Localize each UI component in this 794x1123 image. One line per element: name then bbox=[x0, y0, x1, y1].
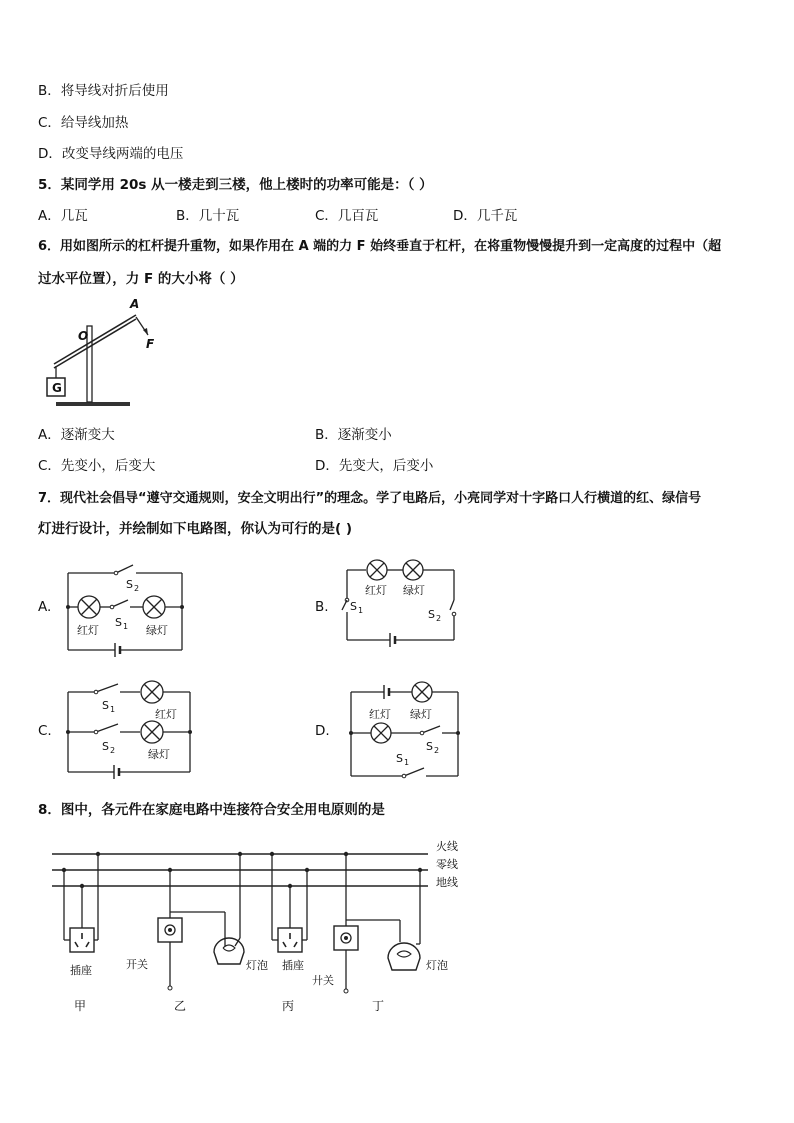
q6-option-c: C．先变小，后变大 bbox=[38, 458, 156, 474]
svg-text:红灯: 红灯 bbox=[365, 584, 387, 597]
svg-text:S: S bbox=[350, 600, 357, 613]
circuit-d-label: D. bbox=[315, 723, 330, 739]
neutral-label: 零线 bbox=[436, 858, 458, 871]
switch-label-yi: 开关 bbox=[126, 958, 148, 971]
bulb-label-yi: 灯泡 bbox=[246, 959, 268, 972]
group-label-jia: 甲 bbox=[74, 999, 87, 1013]
q7-stem-line2: 灯进行设计，并绘制如下电路图，你认为可行的是( ) bbox=[38, 521, 353, 537]
label-a: A bbox=[130, 297, 140, 311]
svg-text:S: S bbox=[115, 616, 122, 629]
svg-text:S: S bbox=[102, 699, 109, 712]
svg-text:S: S bbox=[102, 740, 109, 753]
svg-text:1: 1 bbox=[123, 622, 129, 631]
svg-text:绿灯: 绿灯 bbox=[148, 748, 170, 761]
svg-text:S: S bbox=[396, 752, 403, 765]
svg-text:2: 2 bbox=[434, 746, 440, 755]
lever-bar-bottom bbox=[54, 319, 136, 368]
q7-stem-line1: 7．现代社会倡导“遵守交通规则，安全文明出行”的理念。学了电路后，小亮同学对十字路口人行横道的红、绿信号 bbox=[38, 491, 702, 506]
svg-text:2: 2 bbox=[110, 746, 116, 755]
svg-text:2: 2 bbox=[134, 584, 140, 593]
svg-text:1: 1 bbox=[358, 606, 364, 615]
circuit-a-label: A. bbox=[38, 599, 52, 615]
svg-text:红灯: 红灯 bbox=[369, 708, 391, 721]
svg-text:绿灯: 绿灯 bbox=[403, 584, 425, 597]
circuit-c-label: C. bbox=[38, 723, 52, 739]
q6-option-d: D．先变大，后变小 bbox=[315, 458, 434, 474]
circuit-b-label: B. bbox=[315, 599, 329, 615]
q5-option-d: D．几千瓦 bbox=[453, 208, 518, 224]
q5-stem: 5．某同学用 20s 从一楼走到三楼，他上楼时的功率可能是：（ ） bbox=[38, 177, 433, 193]
q6-option-b: B．逐渐变小 bbox=[315, 427, 392, 443]
svg-text:绿灯: 绿灯 bbox=[146, 624, 168, 637]
q8-stem: 8．图中，各元件在家庭电路中连接符合安全用电原则的是 bbox=[38, 802, 385, 818]
q5-option-c: C．几百瓦 bbox=[315, 208, 379, 224]
circuit-d bbox=[344, 680, 469, 780]
q6-option-a: A．逐渐变大 bbox=[38, 427, 115, 443]
q6-stem-line2: 过水平位置），力 F 的大小将（ ） bbox=[38, 271, 244, 287]
svg-text:1: 1 bbox=[404, 758, 410, 767]
socket-label-jia: 插座 bbox=[70, 964, 92, 977]
svg-text:2: 2 bbox=[436, 614, 442, 623]
lever-figure bbox=[40, 292, 190, 414]
svg-text:红灯: 红灯 bbox=[155, 708, 177, 721]
ground-base bbox=[56, 402, 130, 406]
group-label-yi: 乙 bbox=[174, 999, 187, 1013]
q5-option-b: B．几十瓦 bbox=[176, 208, 240, 224]
earth-label: 地线 bbox=[436, 876, 458, 889]
svg-text:S: S bbox=[426, 740, 433, 753]
q4-option-c: C．给导线加热 bbox=[38, 115, 129, 131]
socket-icon bbox=[278, 928, 302, 952]
svg-text:1: 1 bbox=[110, 705, 116, 714]
lever-bar-top bbox=[54, 315, 136, 364]
household-circuit bbox=[40, 836, 480, 1016]
bulb-label-ding: 灯泡 bbox=[426, 959, 448, 972]
circuit-a bbox=[60, 560, 190, 660]
label-o: O bbox=[78, 329, 89, 343]
switch-label-ding: 廾关 bbox=[312, 974, 334, 987]
circuit-c bbox=[60, 676, 200, 781]
socket-icon bbox=[70, 928, 94, 952]
live-label: 火线 bbox=[436, 840, 458, 853]
svg-text:S: S bbox=[428, 608, 435, 621]
q4-option-b: B．将导线对折后使用 bbox=[38, 83, 169, 99]
svg-text:红灯: 红灯 bbox=[77, 624, 99, 637]
q5-option-a: A．几瓦 bbox=[38, 208, 88, 224]
q6-stem-line1: 6．用如图所示的杠杆提升重物，如果作用在 A 端的力 F 始终垂直于杠杆，在将重物慢慢提升到一定高度的过程中（超 bbox=[38, 239, 722, 254]
label-g: G bbox=[52, 381, 62, 395]
circuit-b bbox=[340, 556, 465, 656]
label-f: F bbox=[146, 337, 155, 351]
s2-label: S bbox=[126, 578, 133, 591]
group-label-bing: 丙 bbox=[282, 999, 295, 1013]
q4-option-d: D．改变导线两端的电压 bbox=[38, 146, 184, 162]
svg-text:绿灯: 绿灯 bbox=[410, 708, 432, 721]
group-label-ding: 丁 bbox=[372, 999, 385, 1013]
socket-label-bing: 插座 bbox=[282, 959, 304, 972]
